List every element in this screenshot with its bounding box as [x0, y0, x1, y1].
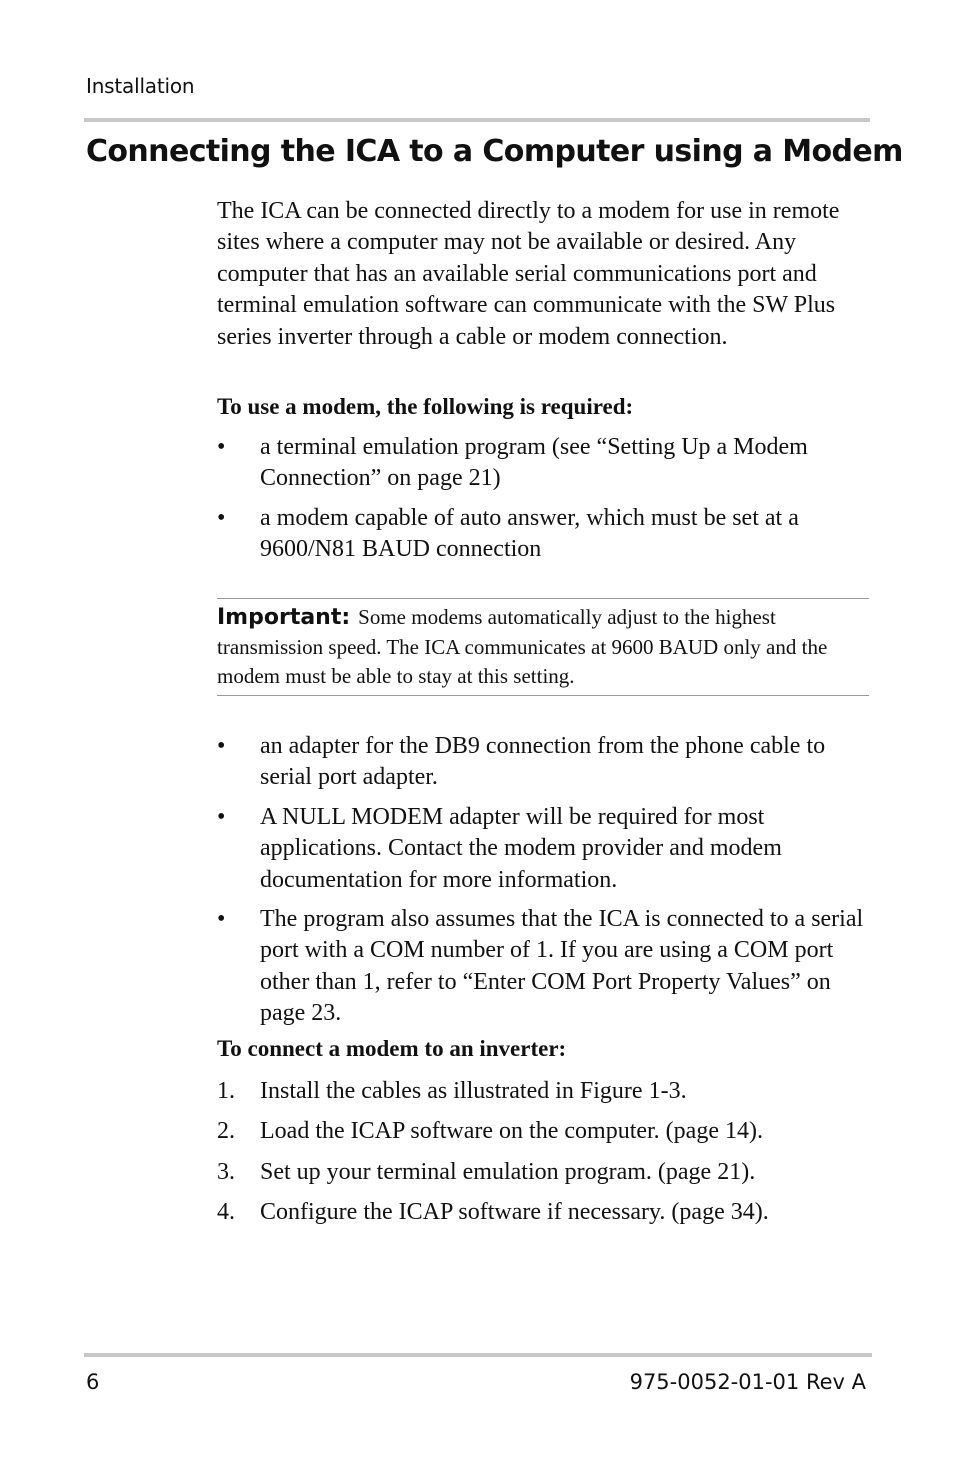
step-number: 3.: [217, 1158, 235, 1185]
list-item: [217, 904, 872, 1030]
list-item: [217, 432, 872, 495]
procedure-steps: [217, 1076, 872, 1238]
list-item: [217, 503, 872, 566]
bullet-marker: •: [217, 434, 226, 460]
intro-paragraph: The ICA can be connected directly to a modem for use in remote sites where a computer may not be available or desired. Any computer that has an available serial communications port and terminal emulation software can communicate with the SW Plus series inverter through a cable or modem connection.: [217, 198, 840, 350]
footer-rule: [84, 1353, 872, 1357]
step-number: 4.: [217, 1199, 235, 1226]
important-note: [217, 598, 869, 696]
bullet-marker: •: [217, 803, 226, 830]
procedure-lead: To connect a modem to an inverter:: [217, 1036, 567, 1061]
step-text: Set up your terminal emulation program. (page 21).: [260, 1158, 756, 1185]
step-text: Configure the ICAP software if necessary. (page 34).: [260, 1199, 769, 1226]
list-item: [217, 802, 872, 896]
bullet-marker: •: [217, 504, 226, 531]
bullet-marker: •: [217, 733, 226, 759]
list-item-text: a terminal emulation program (see “Setting Up a Modem Connection” on page 21): [260, 434, 808, 492]
header-rule: [84, 118, 870, 122]
step-number: 1.: [217, 1078, 235, 1104]
list-item-text: A NULL MODEM adapter will be required for most applications. Contact the modem provider and modem documentation for more information.: [260, 803, 782, 893]
document-id: 975-0052-01-01 Rev A: [629, 1370, 866, 1394]
step-item: [217, 1157, 872, 1188]
requirements-list-1: [217, 432, 872, 574]
list-item-text: The program also assumes that the ICA is connected to a serial port with a COM number of 1. If you are using a COM port other than 1, refer to “Enter COM Port Property Values” on page 23.: [260, 906, 864, 1027]
note-label: Important:: [217, 605, 351, 630]
step-number: 2.: [217, 1118, 235, 1145]
bullet-marker: •: [217, 906, 226, 933]
list-item: [217, 731, 872, 794]
step-item: [217, 1116, 872, 1147]
list-item-text: an adapter for the DB9 connection from the phone cable to serial port adapter.: [260, 733, 826, 791]
requirements-lead: To use a modem, the following is required:: [217, 394, 634, 419]
section-title: Connecting the ICA to a Computer using a Modem: [86, 134, 903, 169]
step-text: Load the ICAP software on the computer. (page 14).: [260, 1118, 763, 1145]
step-item: [217, 1197, 872, 1228]
note-text: Some modems automatically adjust to the highest transmission speed. The ICA communicates at 9600 BAUD only and the modem must be able to stay at this setting.: [217, 605, 828, 688]
requirements-list-2: [217, 731, 872, 1038]
page-number: 6: [86, 1370, 100, 1394]
running-header: Installation: [86, 74, 195, 98]
list-item-text: a modem capable of auto answer, which must be set at a 9600/N81 BAUD connection: [260, 504, 799, 563]
step-text: Install the cables as illustrated in Figure 1-3.: [260, 1078, 687, 1104]
step-item: [217, 1076, 872, 1107]
